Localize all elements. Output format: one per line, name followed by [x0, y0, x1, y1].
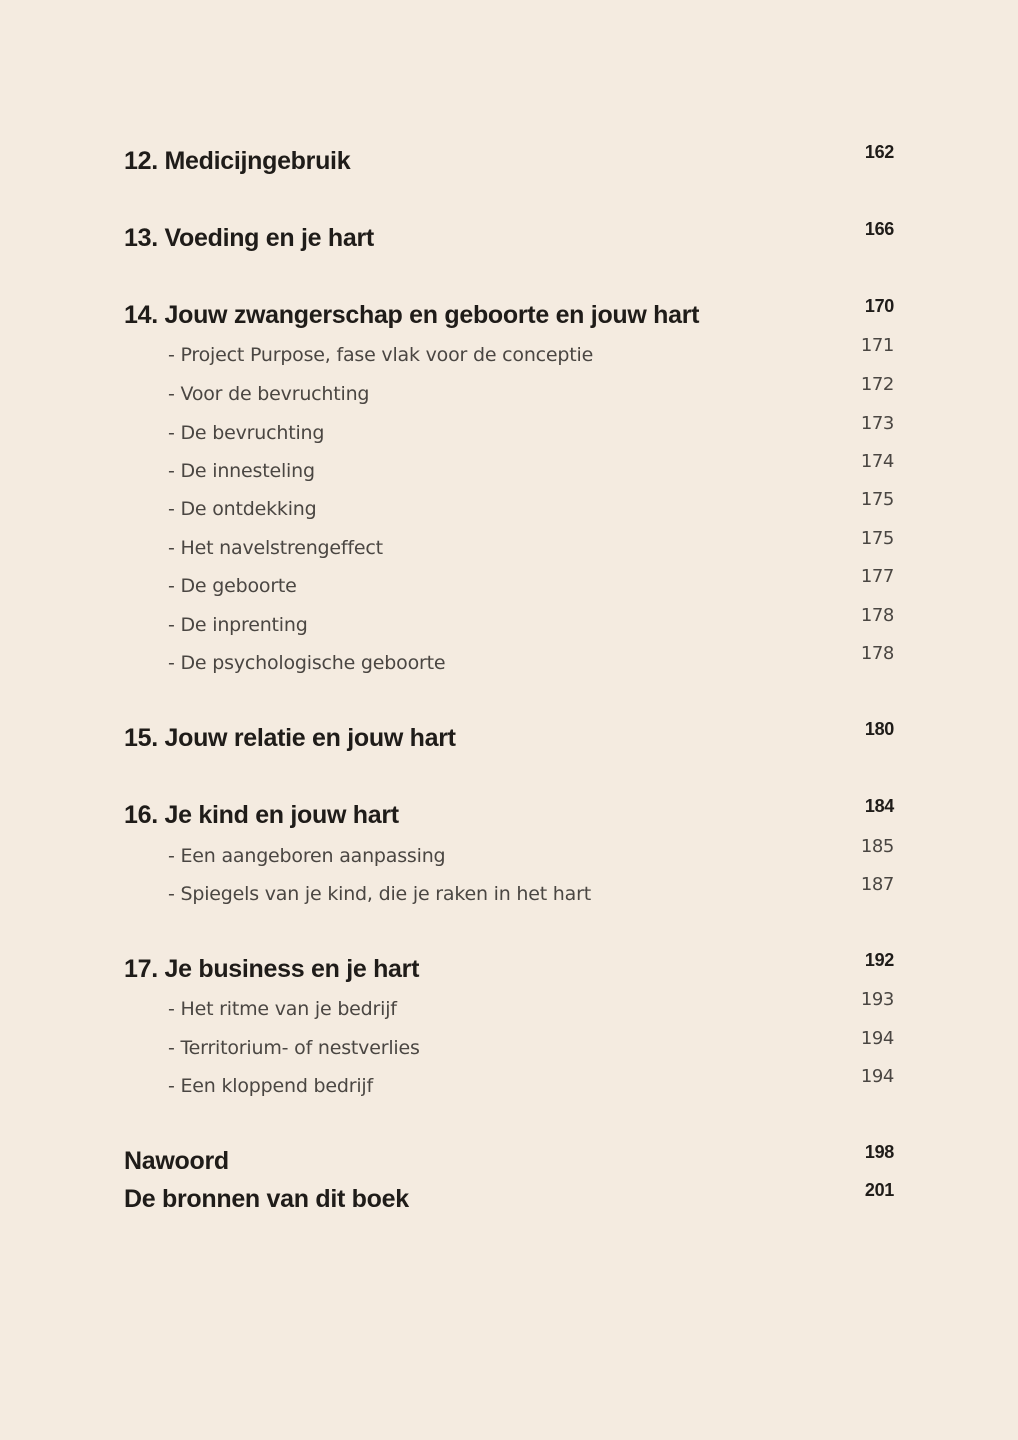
toc-subentry	[124, 605, 894, 648]
page-number: 193	[860, 989, 894, 1010]
toc-subentry	[124, 1028, 894, 1071]
page-number: 201	[864, 1180, 894, 1200]
toc-subentry	[124, 489, 894, 532]
section-title: - De ontdekking	[168, 498, 317, 520]
chapter-title: Nawoord	[124, 1147, 229, 1175]
toc-entry-chapter-16	[124, 796, 894, 839]
chapter-title: 15. Jouw relatie en jouw hart	[124, 724, 456, 752]
page-number: 175	[860, 489, 894, 510]
section-title: - Spiegels van je kind, die je raken in het hart	[168, 883, 591, 905]
toc-entry-bronnen	[124, 1180, 894, 1223]
toc-subentry	[124, 374, 894, 417]
page-number: 174	[860, 451, 894, 472]
toc-subentry	[124, 528, 894, 571]
page-number: 180	[864, 719, 894, 739]
chapter-title: 14. Jouw zwangerschap en geboorte en jouw hart	[124, 301, 700, 329]
toc-entry-chapter-15	[124, 719, 894, 762]
page-number: 177	[860, 566, 894, 587]
section-title: - De geboorte	[168, 575, 297, 597]
page-number: 178	[860, 643, 894, 664]
page-number: 171	[860, 335, 894, 356]
chapter-title: 13. Voeding en je hart	[124, 224, 374, 252]
page-number: 173	[860, 413, 894, 434]
toc-subentry	[124, 989, 894, 1032]
page-number: 194	[860, 1066, 894, 1087]
page-number: 178	[860, 605, 894, 626]
toc-subentry	[124, 1066, 894, 1109]
page-number: 175	[860, 528, 894, 549]
toc-subentry	[124, 836, 894, 879]
section-title: - Een aangeboren aanpassing	[168, 845, 446, 867]
section-title: - Een kloppend bedrijf	[168, 1075, 373, 1097]
section-title: - De bevruchting	[168, 422, 325, 444]
page-number: 187	[860, 874, 894, 895]
page-number: 172	[860, 374, 894, 395]
section-title: - Voor de bevruchting	[168, 383, 370, 405]
toc-subentry	[124, 566, 894, 609]
toc-entry-chapter-14	[124, 296, 894, 339]
page-number: 166	[864, 219, 894, 239]
chapter-title: 12. Medicijngebruik	[124, 147, 351, 175]
toc-entry-chapter-13	[124, 219, 894, 262]
toc-subentry	[124, 451, 894, 494]
page-number: 170	[864, 296, 894, 316]
section-title: - Het ritme van je bedrijf	[168, 998, 397, 1020]
section-title: - Het navelstrengeffect	[168, 537, 383, 559]
page-number: 192	[864, 950, 894, 970]
chapter-title: 16. Je kind en jouw hart	[124, 801, 399, 829]
page-number: 185	[860, 836, 894, 857]
page-number: 184	[864, 796, 894, 816]
toc-entry-chapter-17	[124, 950, 894, 993]
section-title: - De inprenting	[168, 614, 308, 636]
toc-entry-nawoord	[124, 1142, 894, 1185]
toc-subentry	[124, 413, 894, 456]
section-title: - De innesteling	[168, 460, 315, 482]
section-title: - Territorium- of nestverlies	[168, 1037, 420, 1059]
toc-subentry	[124, 643, 894, 686]
chapter-title: 17. Je business en je hart	[124, 955, 420, 983]
toc-subentry	[124, 335, 894, 378]
page-number: 162	[864, 142, 894, 162]
toc-subentry	[124, 874, 894, 917]
section-title: - Project Purpose, fase vlak voor de conceptie	[168, 344, 594, 366]
table-of-contents	[124, 0, 894, 1440]
page-number: 194	[860, 1028, 894, 1049]
page-number: 198	[864, 1142, 894, 1162]
toc-entry-chapter-12	[124, 142, 894, 185]
chapter-title: De bronnen van dit boek	[124, 1185, 409, 1213]
section-title: - De psychologische geboorte	[168, 652, 446, 674]
